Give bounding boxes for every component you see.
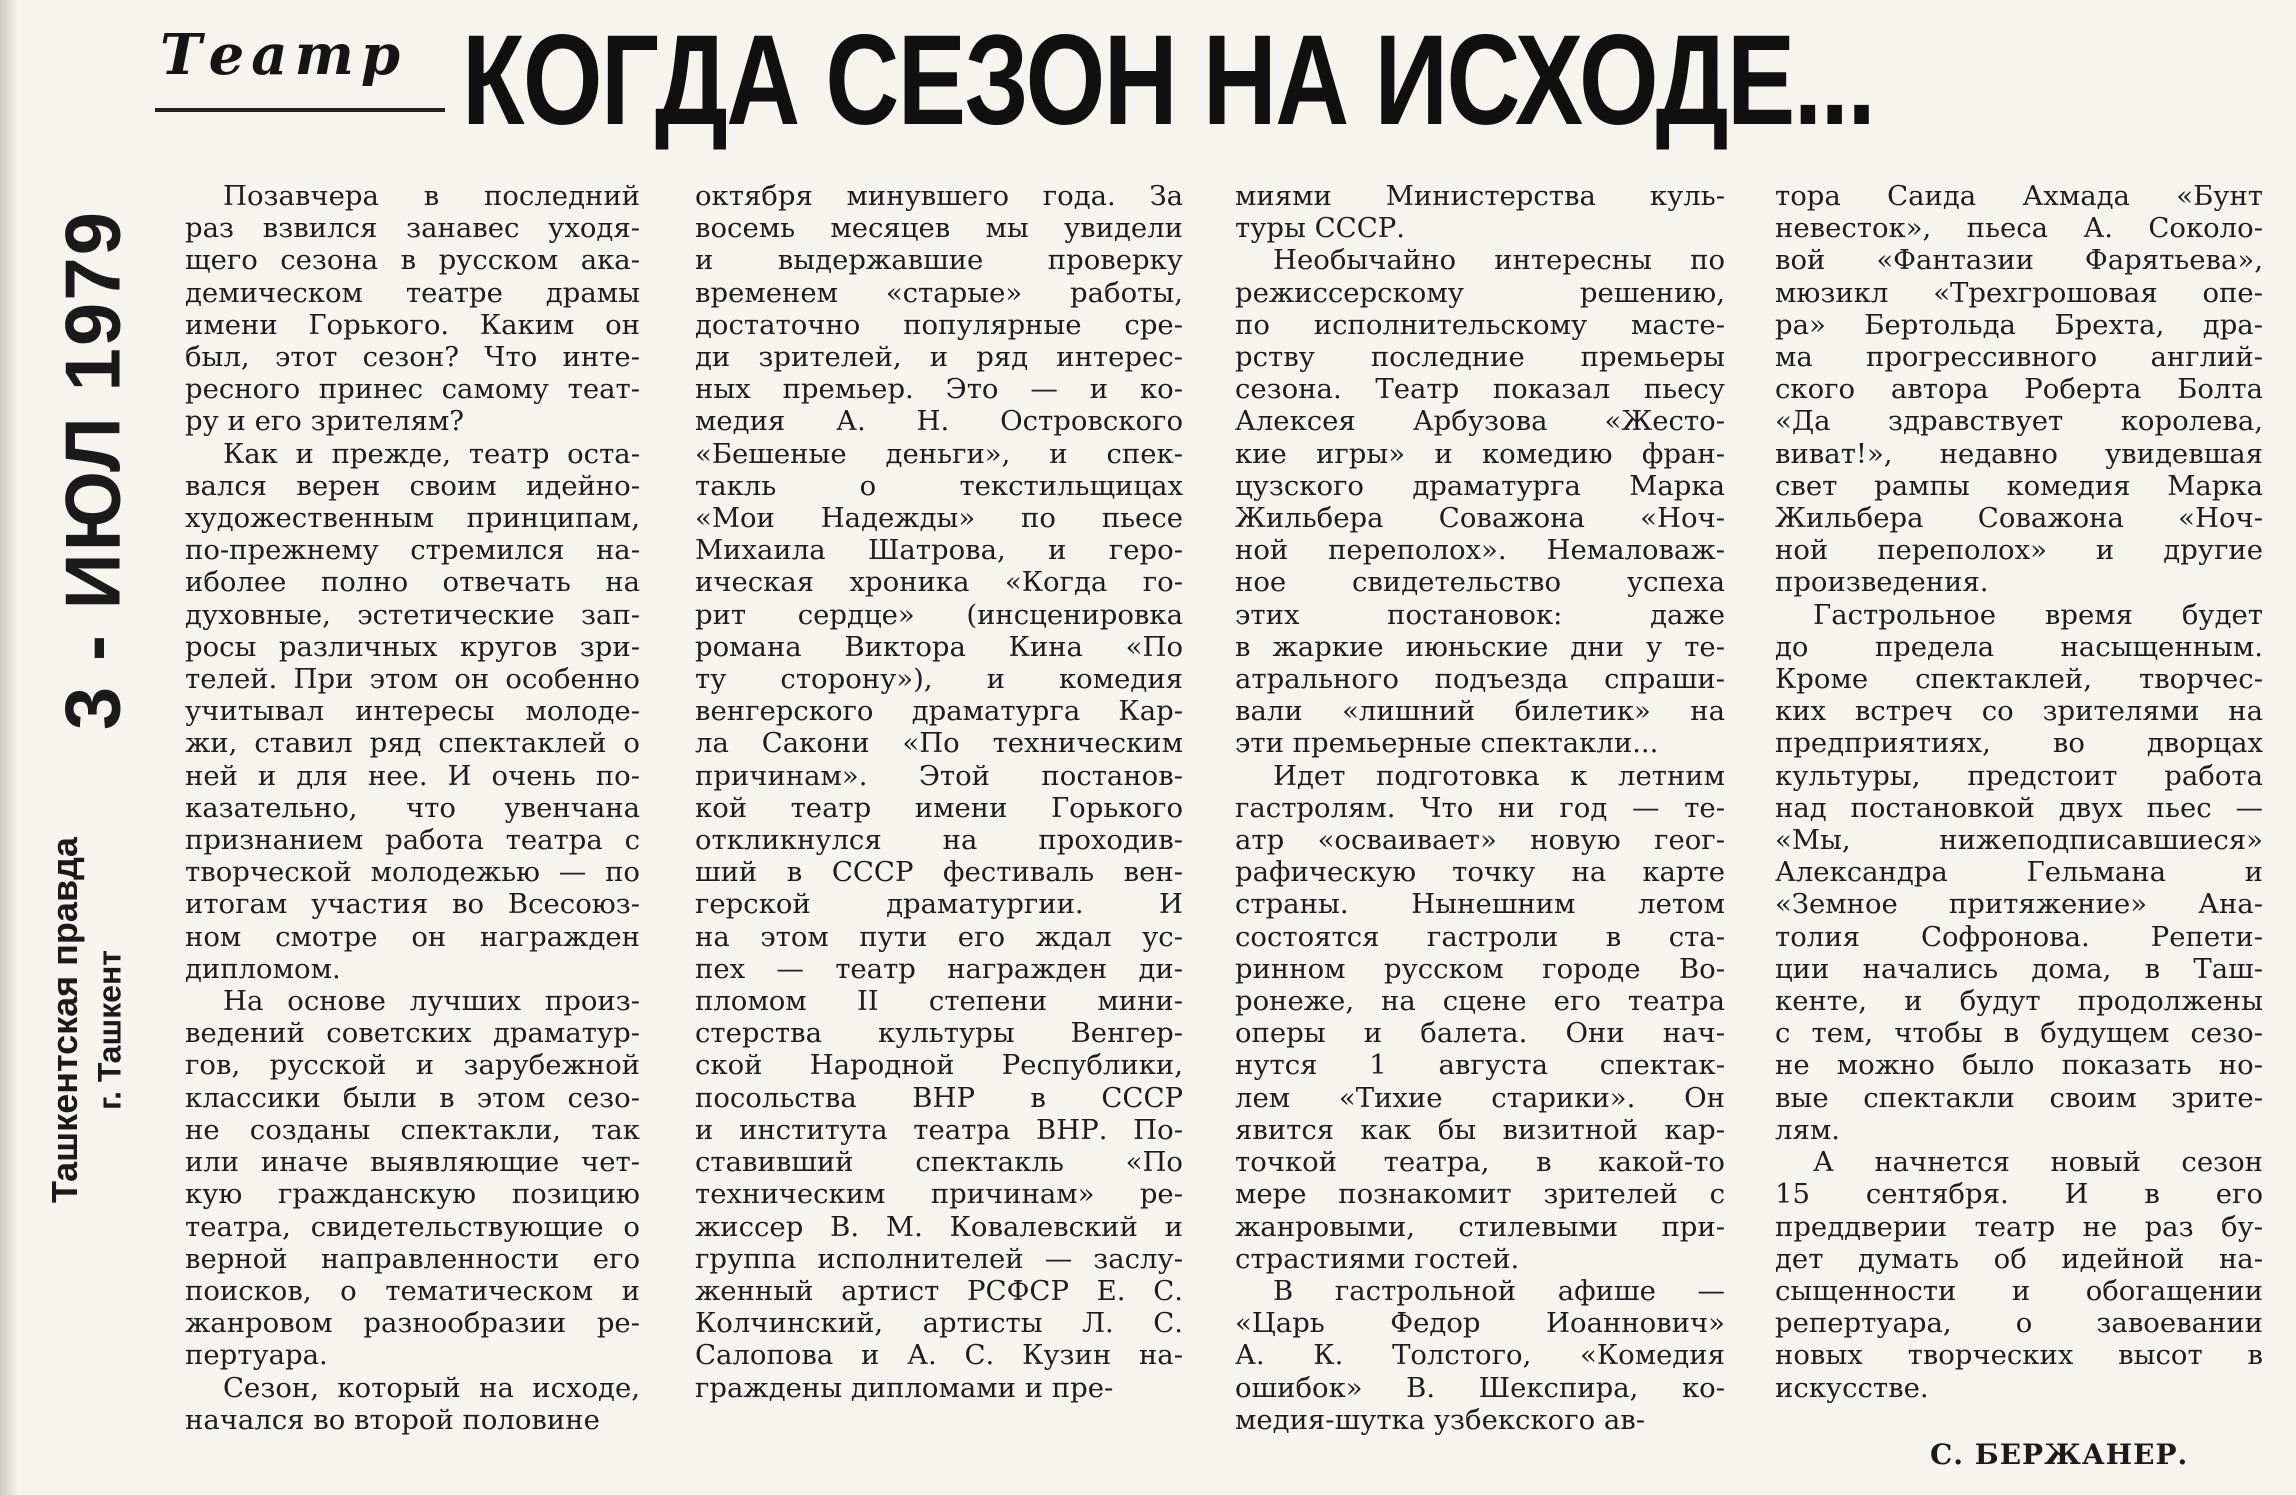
text-line: иболее полно отвечать на bbox=[185, 566, 640, 599]
text-line: творческой молодежью — по bbox=[185, 856, 640, 889]
text-line: щего сезона в русском ака- bbox=[185, 244, 640, 277]
text-line: был, этот сезон? Что инте- bbox=[185, 341, 640, 374]
text-line: герской драматургии. И bbox=[695, 888, 1183, 921]
rubric-underline bbox=[155, 108, 445, 112]
text-line: ическая хроника «Когда го- bbox=[695, 566, 1183, 599]
text-line: не можно было показать но- bbox=[1775, 1049, 2263, 1082]
text-line: духовные, эстетические зап- bbox=[185, 598, 640, 631]
text-line: ной переполох» и другие bbox=[1775, 534, 2263, 567]
text-line: Необычайно интересны по bbox=[1273, 244, 1725, 277]
text-line: венгерского драматурга Кар- bbox=[695, 695, 1183, 728]
text-line: казательно, что увенчана bbox=[185, 791, 640, 824]
text-line: жанровыми, стилевыми при- bbox=[1235, 1210, 1725, 1243]
text-line: вой «Фантазии Фарятьева», bbox=[1775, 244, 2263, 277]
text-line: лем «Тихие старики». Он bbox=[1235, 1081, 1725, 1114]
text-line: ла Сакони «По техническим bbox=[695, 727, 1183, 760]
text-line: не созданы спектакли, так bbox=[185, 1113, 640, 1146]
text-line: ма прогрессивного англий- bbox=[1775, 341, 2263, 374]
text-line: с тем, чтобы в будущем сезо- bbox=[1775, 1017, 2263, 1050]
text-line: верной направленности его bbox=[185, 1242, 640, 1275]
text-line: ких встреч со зрителями на bbox=[1775, 695, 2263, 728]
text-line: «Мы, нижеподписавшиеся» bbox=[1775, 824, 2263, 857]
text-line: ту сторону»), и комедия bbox=[695, 663, 1183, 696]
text-line: предприятиях, во дворцах bbox=[1775, 727, 2263, 760]
text-line: страстиями гостей. bbox=[1235, 1242, 1520, 1275]
article-headline: КОГДА СЕЗОН НА ИСХОДЕ... bbox=[462, 9, 1875, 152]
text-line: художественным принципам, bbox=[185, 502, 640, 535]
text-line: вался верен своим идейно- bbox=[185, 469, 640, 502]
text-line: ной переполох». Немаловаж- bbox=[1235, 534, 1725, 567]
text-line: «Да здравствует королева, bbox=[1775, 405, 2263, 438]
text-line: телей. При этом он особенно bbox=[185, 663, 640, 696]
text-line: культуры, предстоит работа bbox=[1775, 759, 2263, 792]
text-line: достаточно популярные сре- bbox=[695, 308, 1183, 341]
text-line: техническим причинам» ре- bbox=[695, 1178, 1183, 1211]
text-line: ринном русском городе Во- bbox=[1235, 952, 1725, 985]
text-line: Александра Гельмана и bbox=[1775, 856, 2263, 889]
text-line: туры СССР. bbox=[1235, 212, 1405, 245]
text-line: невесток», пьеса А. Соколо- bbox=[1775, 212, 2263, 245]
text-line: дипломом. bbox=[185, 952, 341, 985]
text-line: раз взвился занавес уходя- bbox=[185, 212, 640, 245]
text-line: жанровом разнообразии ре- bbox=[185, 1307, 640, 1340]
text-line: по исполнительскому масте- bbox=[1235, 308, 1725, 341]
text-line: «Мои Надежды» по пьесе bbox=[695, 502, 1183, 535]
text-line: откликнулся на проходив- bbox=[695, 824, 1183, 857]
text-line: демическом театре драмы bbox=[185, 276, 640, 309]
text-line: поисков, о тематическом и bbox=[185, 1274, 640, 1307]
article-column-3 bbox=[1235, 180, 1725, 1436]
source-stamp-text: Ташкентская правда bbox=[44, 837, 85, 1203]
text-line: посольства ВНР в СССР bbox=[695, 1081, 1183, 1114]
text-line: лям. bbox=[1775, 1113, 1840, 1146]
text-line: атрального подъезда спраши- bbox=[1235, 663, 1725, 696]
text-line: Михаила Шатрова, и геро- bbox=[695, 534, 1183, 567]
text-line: сыщенности и обогащении bbox=[1775, 1274, 2263, 1307]
text-line: и института театра ВНР. По- bbox=[695, 1113, 1183, 1146]
text-line: имени Горького. Каким он bbox=[185, 308, 640, 341]
text-line: ней и для нее. И очень по- bbox=[185, 759, 640, 792]
text-line: искусстве. bbox=[1775, 1371, 1929, 1404]
city-stamp-text: г. Ташкент bbox=[91, 950, 128, 1110]
text-line: медия-шутка узбекского ав- bbox=[1235, 1403, 1646, 1436]
text-line: жиссер В. М. Ковалевский и bbox=[695, 1210, 1183, 1243]
text-line: ра» Бертольда Брехта, дра- bbox=[1775, 308, 2263, 341]
text-line: кую гражданскую позицию bbox=[185, 1178, 640, 1211]
text-line: классики были в этом сезо- bbox=[185, 1081, 640, 1114]
text-line: гастролям. Что ни год — те- bbox=[1235, 791, 1725, 824]
text-line: этих постановок: даже bbox=[1235, 598, 1725, 631]
text-line: на этом пути его ждал ус- bbox=[695, 920, 1183, 953]
text-line: В гастрольной афише — bbox=[1273, 1274, 1725, 1307]
text-line: Позавчера в последний bbox=[223, 180, 640, 212]
text-line: Идет подготовка к летним bbox=[1273, 759, 1725, 792]
text-line: ресного принес самому теат- bbox=[185, 373, 640, 406]
text-line: нутся 1 августа спектак- bbox=[1235, 1049, 1725, 1082]
text-line: рству последние премьеры bbox=[1235, 341, 1725, 374]
text-line: Как и прежде, театр оста- bbox=[223, 437, 640, 470]
text-line: миями Министерства куль- bbox=[1235, 180, 1725, 212]
text-line: ции начались дома, в Таш- bbox=[1775, 952, 2263, 985]
text-line: признанием работа театра с bbox=[185, 824, 640, 857]
text-line: толия Софронова. Репети- bbox=[1775, 920, 2263, 953]
text-line: по-прежнему стремился на- bbox=[185, 534, 640, 567]
text-line: эти премьерные спектакли... bbox=[1235, 727, 1659, 760]
author-signature: С. БЕРЖАНЕР. bbox=[1930, 1438, 2189, 1471]
text-line: такль о текстильщицах bbox=[695, 469, 1183, 502]
text-line: свет рампы комедия Марка bbox=[1775, 469, 2263, 502]
text-line: тора Саида Ахмада «Бунт bbox=[1775, 180, 2263, 212]
text-line: «Царь Федор Иоаннович» bbox=[1235, 1307, 1725, 1340]
text-line: мере познакомит зрителей с bbox=[1235, 1178, 1725, 1211]
text-line: дет думать об идейной на- bbox=[1775, 1242, 2263, 1275]
text-line: ронеже, на сцене его театра bbox=[1235, 985, 1725, 1018]
text-line: причинам». Этой постанов- bbox=[695, 759, 1183, 792]
text-line: виват!», недавно увидевшая bbox=[1775, 437, 2263, 470]
text-line: ру и его зрителям? bbox=[185, 405, 464, 438]
text-line: стерства культуры Венгер- bbox=[695, 1017, 1183, 1050]
text-line: учитывал интересы молоде- bbox=[185, 695, 640, 728]
text-line: ведений советских драматур- bbox=[185, 1017, 640, 1050]
text-line: Салопова и А. С. Кузин на- bbox=[695, 1339, 1183, 1372]
text-line: На основе лучших произ- bbox=[223, 985, 640, 1018]
text-line: вали «лишний билетик» на bbox=[1235, 695, 1725, 728]
text-line: ошибок» В. Шекспира, ко- bbox=[1235, 1371, 1725, 1404]
date-stamp-text: 3 - ИЮЛ 1979 bbox=[48, 209, 137, 731]
text-line: временем «старые» работы, bbox=[695, 276, 1183, 309]
text-line: до предела насыщенным. bbox=[1775, 630, 2263, 663]
text-line: Алексея Арбузова «Жесто- bbox=[1235, 405, 1725, 438]
text-line: над постановкой двух пьес — bbox=[1775, 791, 2263, 824]
text-line: театра, свидетельствующие о bbox=[185, 1210, 640, 1243]
text-line: ший в СССР фестиваль вен- bbox=[695, 856, 1183, 889]
text-line: кие игры» и комедию фран- bbox=[1235, 437, 1725, 470]
text-line: «Земное притяжение» Ана- bbox=[1775, 888, 2263, 921]
text-line: Жильбера Соважона «Ноч- bbox=[1775, 502, 2263, 535]
text-line: пломом II степени мини- bbox=[695, 985, 1183, 1018]
text-line: ди зрителей, и ряд интерес- bbox=[695, 341, 1183, 374]
text-line: Кроме спектаклей, творчес- bbox=[1775, 663, 2263, 696]
text-line: атр «осваивает» новую геог- bbox=[1235, 824, 1725, 857]
text-line: ных премьер. Это — и ко- bbox=[695, 373, 1183, 406]
text-line: романа Виктора Кина «По bbox=[695, 630, 1183, 663]
text-line: цузского драматурга Марка bbox=[1235, 469, 1725, 502]
paper-edge-shadow bbox=[0, 0, 18, 1495]
text-line: ского автора Роберта Болта bbox=[1775, 373, 2263, 406]
text-line: и выдержавшие проверку bbox=[695, 244, 1183, 277]
section-rubric: Театр bbox=[160, 22, 407, 88]
text-line: октября минувшего года. За bbox=[695, 180, 1183, 212]
text-line: А. К. Толстого, «Комедия bbox=[1235, 1339, 1725, 1372]
text-line: ставивший спектакль «По bbox=[695, 1146, 1183, 1179]
text-line: или иначе выявляющие чет- bbox=[185, 1146, 640, 1179]
text-line: ном смотре он награжден bbox=[185, 920, 640, 953]
text-line: росы различных кругов зри- bbox=[185, 630, 640, 663]
article-column-1 bbox=[185, 180, 640, 1436]
text-line: кой театр имени Горького bbox=[695, 791, 1183, 824]
text-line: вые спектакли своим зрите- bbox=[1775, 1081, 2263, 1114]
text-line: ное свидетельство успеха bbox=[1235, 566, 1725, 599]
text-line: преддверии театр не раз бу- bbox=[1775, 1210, 2263, 1243]
text-line: рафическую точку на карте bbox=[1235, 856, 1725, 889]
text-line: явится как бы визитной кар- bbox=[1235, 1113, 1725, 1146]
text-line: пертуара. bbox=[185, 1339, 328, 1372]
article-column-4 bbox=[1775, 180, 2263, 1404]
text-line: состоятся гастроли в ста- bbox=[1235, 920, 1725, 953]
text-line: репертуара, о завоевании bbox=[1775, 1307, 2263, 1340]
text-line: начался во второй половине bbox=[185, 1403, 600, 1436]
text-line: А начнется новый сезон bbox=[1813, 1146, 2263, 1179]
text-line: итогам участия во Всесоюз- bbox=[185, 888, 640, 921]
text-line: Гастрольное время будет bbox=[1813, 598, 2263, 631]
text-line: в жаркие июньские дни у те- bbox=[1235, 630, 1725, 663]
text-line: Жильбера Соважона «Ноч- bbox=[1235, 502, 1725, 535]
city-stamp bbox=[75, 880, 145, 1180]
text-line: ской Народной Республики, bbox=[695, 1049, 1183, 1082]
text-line: пех — театр награжден ди- bbox=[695, 952, 1183, 985]
text-line: точкой театра, в какой-то bbox=[1235, 1146, 1725, 1179]
text-line: оперы и балета. Они нач- bbox=[1235, 1017, 1725, 1050]
text-line: страны. Нынешним летом bbox=[1235, 888, 1725, 921]
text-line: граждены дипломами и пре- bbox=[695, 1371, 1114, 1404]
text-line: медия А. Н. Островского bbox=[695, 405, 1183, 438]
text-line: произведения. bbox=[1775, 566, 1989, 599]
text-line: кенте, и будут продолжены bbox=[1775, 985, 2263, 1018]
text-line: рит сердце» (инсценировка bbox=[695, 598, 1183, 631]
text-line: жи, ставил ряд спектаклей о bbox=[185, 727, 640, 760]
text-line: Сезон, который на исходе, bbox=[223, 1371, 640, 1404]
text-line: новых творческих высот в bbox=[1775, 1339, 2263, 1372]
text-line: гов, русской и зарубежной bbox=[185, 1049, 640, 1082]
archive-date-stamp bbox=[38, 209, 148, 731]
text-line: режиссерскому решению, bbox=[1235, 276, 1725, 309]
article-column-2 bbox=[695, 180, 1183, 1404]
text-line: «Бешеные деньги», и спек- bbox=[695, 437, 1183, 470]
text-line: мюзикл «Трехгрошовая опе- bbox=[1775, 276, 2263, 309]
text-line: сезона. Театр показал пьесу bbox=[1235, 373, 1725, 406]
text-line: 15 сентября. И в его bbox=[1775, 1178, 2263, 1211]
text-line: восемь месяцев мы увидели bbox=[695, 212, 1183, 245]
text-line: женный артист РСФСР Е. С. bbox=[695, 1274, 1183, 1307]
text-line: группа исполнителей — заслу- bbox=[695, 1242, 1183, 1275]
text-line: Колчинский, артисты Л. С. bbox=[695, 1307, 1183, 1340]
